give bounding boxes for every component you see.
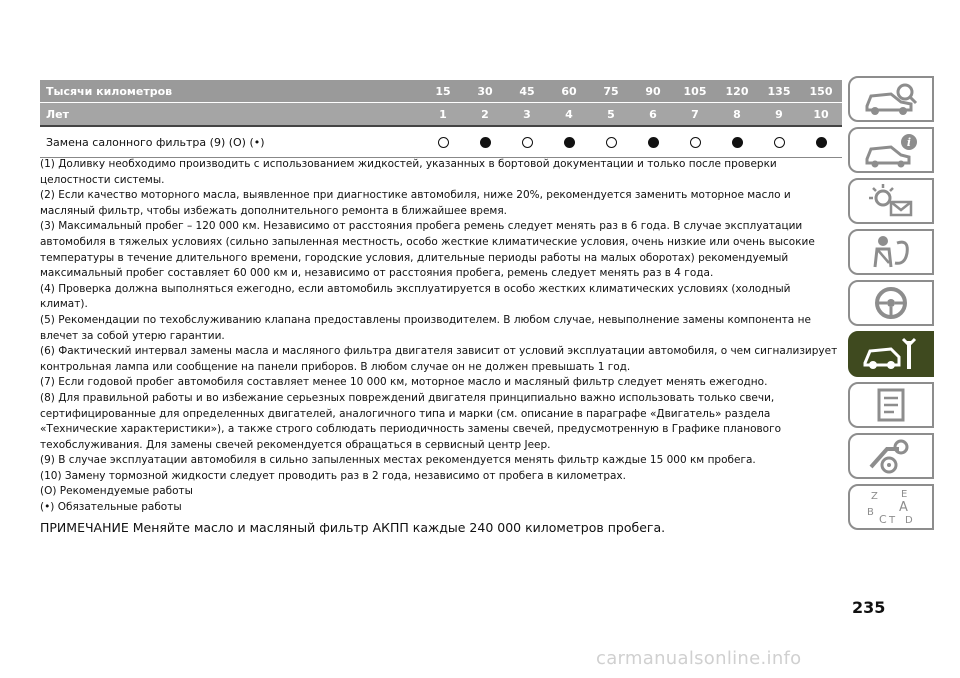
- service-symbol: [480, 137, 491, 148]
- footnote: (7) Если годовой пробег автомобиля составляет менее 10 000 км, моторное масло и масляный фильтр следует менять ежегодно.: [40, 376, 768, 389]
- service-cell: [800, 126, 842, 158]
- tab-checklist[interactable]: [848, 382, 934, 428]
- km-cell: 60: [548, 80, 590, 103]
- table-header-km: [40, 80, 842, 103]
- footnote: (9) В случае эксплуатации автомобиля в сильно запыленных местах рекомендуется менять фильтр каждые 15 000 км пробега.: [40, 454, 756, 467]
- car-wrench-icon: [861, 335, 921, 373]
- service-symbol: [606, 137, 617, 148]
- steering-wheel-icon: [861, 284, 921, 322]
- car-tools-icon: [861, 437, 921, 475]
- service-cell: [464, 126, 506, 158]
- service-cell: [506, 126, 548, 158]
- service-cell: [758, 126, 800, 158]
- tab-car-wrench[interactable]: [848, 331, 934, 377]
- index-letter: D: [905, 515, 913, 526]
- service-symbol: [648, 137, 659, 148]
- year-cell: 5: [590, 103, 632, 127]
- car-info-icon: [861, 131, 921, 169]
- footnote: (•) Обязательные работы: [40, 501, 182, 514]
- km-cell: 75: [590, 80, 632, 103]
- footnotes: [40, 157, 840, 535]
- service-symbol: [522, 137, 533, 148]
- service-symbol: [438, 137, 449, 148]
- km-cell: 45: [506, 80, 548, 103]
- index-letter: C: [879, 513, 887, 526]
- footnote: (4) Проверка должна выполняться ежегодно, если автомобиль эксплуатируется в особо жестких климатических условиях (холодный климат).: [40, 282, 791, 311]
- checklist-icon: [861, 386, 921, 424]
- tab-alphabet-index[interactable]: [848, 484, 934, 530]
- year-cell: 8: [716, 103, 758, 127]
- index-letter: T: [889, 515, 896, 526]
- car-search-icon: [861, 80, 921, 118]
- chapter-tabs: [848, 76, 934, 535]
- km-cell: 150: [800, 80, 842, 103]
- year-cell: 2: [464, 103, 506, 127]
- tab-car-info[interactable]: [848, 127, 934, 173]
- km-cell: 30: [464, 80, 506, 103]
- year-cell: 9: [758, 103, 800, 127]
- table-row: [40, 126, 842, 158]
- tab-car-search[interactable]: [848, 76, 934, 122]
- km-cell: 135: [758, 80, 800, 103]
- maintenance-table: [40, 80, 842, 158]
- tab-lights-mail[interactable]: [848, 178, 934, 224]
- year-cell: 1: [422, 103, 464, 127]
- year-cell: 10: [800, 103, 842, 127]
- service-cell: [632, 126, 674, 158]
- year-cell: 3: [506, 103, 548, 127]
- service-symbol: [774, 137, 785, 148]
- km-cell: 90: [632, 80, 674, 103]
- index-letter: B: [867, 507, 874, 518]
- tab-steering-wheel[interactable]: [848, 280, 934, 326]
- svg-text:i: i: [906, 136, 912, 149]
- index-letter: E: [901, 489, 908, 500]
- row-label: Замена салонного фильтра (9) (O) (•): [40, 126, 422, 158]
- footnote: (3) Максимальный пробег – 120 000 км. Независимо от расстояния пробега ремень следует менять раз в 6 года. В случае эксплуатации автомобиля в тяжелых условиях (сильно запыленная местность, особо жесткие климатические условия, очень низкие или очень высокие температуры в течение длительного времени, городские условия, длительные периоды работы на малых оборотах) рекомендуемый максимальный пробег составляет 60 000 км и, независимо от расстояния пробега, ремень следует менять раз в 4 года.: [40, 220, 815, 280]
- watermark: carmanualsonline.info: [596, 648, 802, 669]
- km-cell: 15: [422, 80, 464, 103]
- index-letter: Z: [871, 491, 878, 502]
- index-letter: A: [899, 500, 908, 515]
- final-note: ПРИМЕЧАНИЕ Меняйте масло и масляный фильтр АКПП каждые 240 000 километров пробега.: [40, 519, 666, 535]
- service-cell: [590, 126, 632, 158]
- service-cell: [548, 126, 590, 158]
- footnote: (2) Если качество моторного масла, выявленное при диагностике автомобиля, ниже 20%, рекомендуется заменить моторное масло и масляный фильтр, чтобы избежать дополнительного ремонта в ближайшее время.: [40, 189, 791, 217]
- km-cell: 120: [716, 80, 758, 103]
- page-number: 235: [852, 598, 886, 617]
- year-cell: 7: [674, 103, 716, 127]
- header-km-label: Тысячи километров: [40, 80, 422, 103]
- table-header-years: [40, 103, 842, 127]
- service-symbol: [732, 137, 743, 148]
- footnote: (5) Рекомендации по техобслуживанию клапана предоставлены производителем. В любом случае, невыполнение замены компонента не влечет за собой утерю гарантии.: [40, 313, 811, 342]
- tab-car-tools[interactable]: [848, 433, 934, 479]
- km-cell: 105: [674, 80, 716, 103]
- service-symbol: [690, 137, 701, 148]
- tab-seatbelt-airbag[interactable]: [848, 229, 934, 275]
- footnote: (10) Замену тормозной жидкости следует проводить раз в 2 года, независимо от пробега в километрах.: [40, 469, 626, 482]
- header-years-label: Лет: [40, 103, 422, 127]
- seatbelt-airbag-icon: [861, 233, 921, 271]
- footnote: (6) Фактический интервал замены масла и масляного фильтра двигателя зависит от условий эксплуатации автомобиля, о чем сигнализирует контрольная лампа или сообщение на панели приборов. В любом случае он не должен превышать 1 год.: [40, 345, 838, 373]
- service-symbol: [816, 137, 827, 148]
- service-cell: [716, 126, 758, 158]
- service-cell: [422, 126, 464, 158]
- year-cell: 6: [632, 103, 674, 127]
- year-cell: 4: [548, 103, 590, 127]
- lights-mail-icon: [861, 182, 921, 220]
- service-cell: [674, 126, 716, 158]
- footnote: (8) Для правильной работы и во избежание серьезных повреждений двигателя принципиально важно использовать только свечи, сертифицированные для определенных двигателей, аналогичного типа и марки (см. описание в параграфе «Двигатель» раздела «Технические характеристики»), а также строго соблюдать периодичность замены свечей, предусмотренную в Графике планового техобслуживания. Для замены свечей рекомендуется обращаться в сервисный центр Jeep.: [40, 391, 782, 451]
- alphabet-index-icon: [861, 487, 921, 527]
- service-symbol: [564, 137, 575, 148]
- footnote: (1) Доливку необходимо производить с использованием жидкостей, указанных в бортовой документации и только после проверки целостности системы.: [40, 158, 777, 186]
- footnote: (O) Рекомендуемые работы: [40, 485, 193, 498]
